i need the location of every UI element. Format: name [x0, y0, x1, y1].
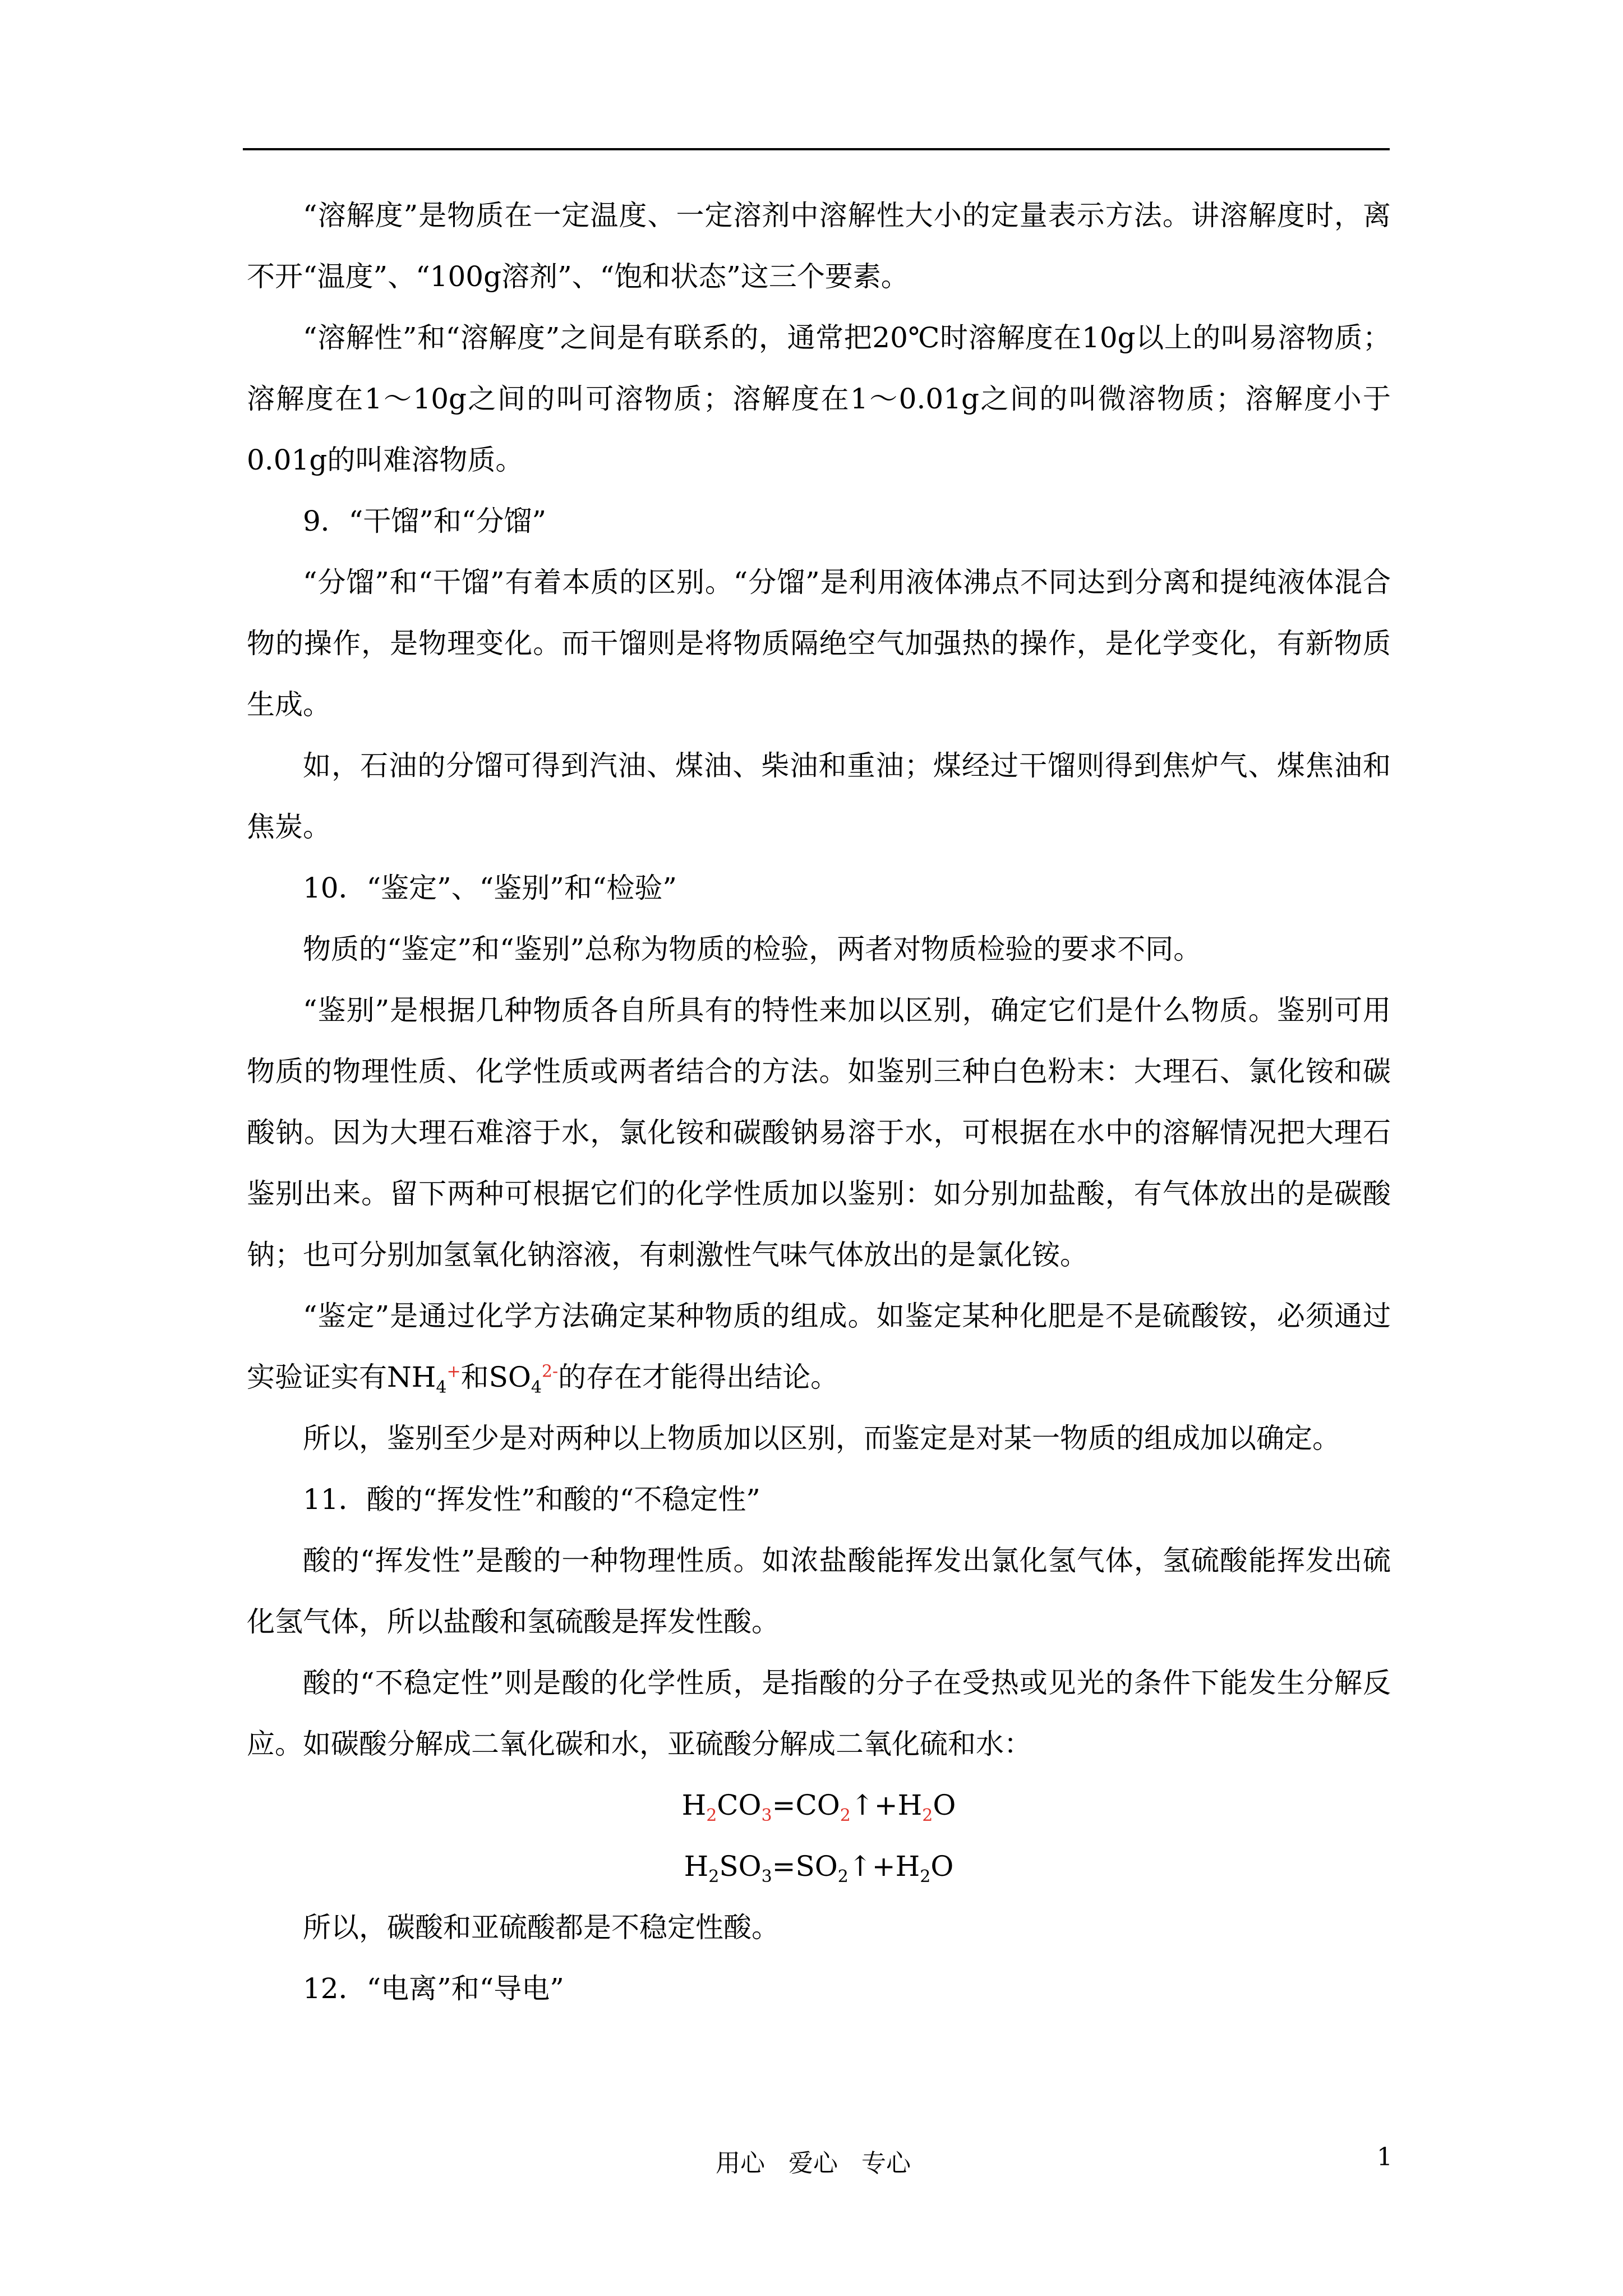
ammonium-formula: $NH_4^+$ — [387, 1361, 461, 1397]
paragraph: “分馏”和“干馏”有着本质的区别。“分馏”是利用液体沸点不同达到分离和提纯液体混合物的操作，是物理变化。而干馏则是将物质隔绝空气加强热的操作，是化学变化，有新物质生成。 — [247, 566, 1391, 721]
paragraph: 物质的“鉴定”和“鉴别”总称为物质的检验，两者对物质检验的要求不同。 — [303, 933, 1202, 965]
header-rule — [243, 148, 1390, 150]
page-number: 1 — [1377, 2143, 1393, 2171]
paragraph: 如，石油的分馏可得到汽油、煤油、柴油和重油；煤经过干馏则得到焦炉气、煤焦油和焦炭。 — [247, 749, 1391, 843]
section-heading: 9．“干馏”和“分馏” — [303, 505, 547, 537]
section-heading: 11．酸的“挥发性”和酸的“不稳定性” — [303, 1483, 760, 1516]
paragraph: 所以，鉴别至少是对两种以上物质加以区别，而鉴定是对某一物质的组成加以确定。 — [303, 1422, 1340, 1455]
section-heading: 12．“电离”和“导电” — [303, 1972, 564, 2005]
footer-slogan: 用心 爱心 专心 — [716, 2149, 911, 2178]
document-body — [247, 185, 1391, 2019]
text-run: 和 — [460, 1361, 489, 1393]
section-heading: 10．“鉴定”、“鉴别”和“检验” — [303, 872, 677, 904]
paragraph: 酸的“不稳定性”则是酸的化学性质，是指酸的分子在受热或见光的条件下能发生分解反应。如碳酸分解成二氧化碳和水，亚硫酸分解成二氧化硫和水： — [247, 1667, 1391, 1760]
paragraph-ions — [247, 1286, 1391, 1408]
sulfate-formula: $SO_4^{2-}$ — [488, 1361, 559, 1397]
paragraph: “鉴别”是根据几种物质各自所具有的特性来加以区别，确定它们是什么物质。鉴别可用物质的物理性质、化学性质或两者结合的方法。如鉴别三种白色粉末：大理石、氯化铵和碳酸钠。因为大理石难溶于水，氯化铵和碳酸钠易溶于水，可根据在水中的溶解情况把大理石鉴别出来。留下两种可根据它们的化学性质加以鉴别：如分别加盐酸，有气体放出的是碳酸钠；也可分别加氢氧化钠溶液，有刺激性气味气体放出的是氯化铵。 — [247, 994, 1391, 1271]
text-run: “鉴定”是通过化学方法确定某种物质的组成。如鉴定某种化肥是不是硫酸铵，必须通过实验证实有 — [247, 1300, 1391, 1393]
equation-sulfurous-acid: $H_2SO_3=SO_2↑+H_2O$ — [684, 1850, 954, 1887]
text-run: 的存在才能得出结论。 — [558, 1361, 839, 1393]
equation-carbonic-acid: $H_2CO_3=CO_2↑+H_2O$ — [681, 1789, 956, 1825]
paragraph: 所以，碳酸和亚硫酸都是不稳定性酸。 — [303, 1911, 780, 1944]
paragraph: 酸的“挥发性”是酸的一种物理性质。如浓盐酸能挥发出氯化氢气体，氢硫酸能挥发出硫化氢气体，所以盐酸和氢硫酸是挥发性酸。 — [247, 1544, 1391, 1638]
paragraph: “溶解度”是物质在一定温度、一定溶剂中溶解性大小的定量表示方法。讲溶解度时，离不开“温度”、“100g溶剂”、“饱和状态”这三个要素。 — [247, 199, 1391, 293]
paragraph: “溶解性”和“溶解度”之间是有联系的，通常把20℃时溶解度在10g以上的叫易溶物质；溶解度在1～10g之间的叫可溶物质；溶解度在1～0.01g之间的叫微溶物质；溶解度小于0.01g的叫难溶物质。 — [247, 321, 1391, 476]
